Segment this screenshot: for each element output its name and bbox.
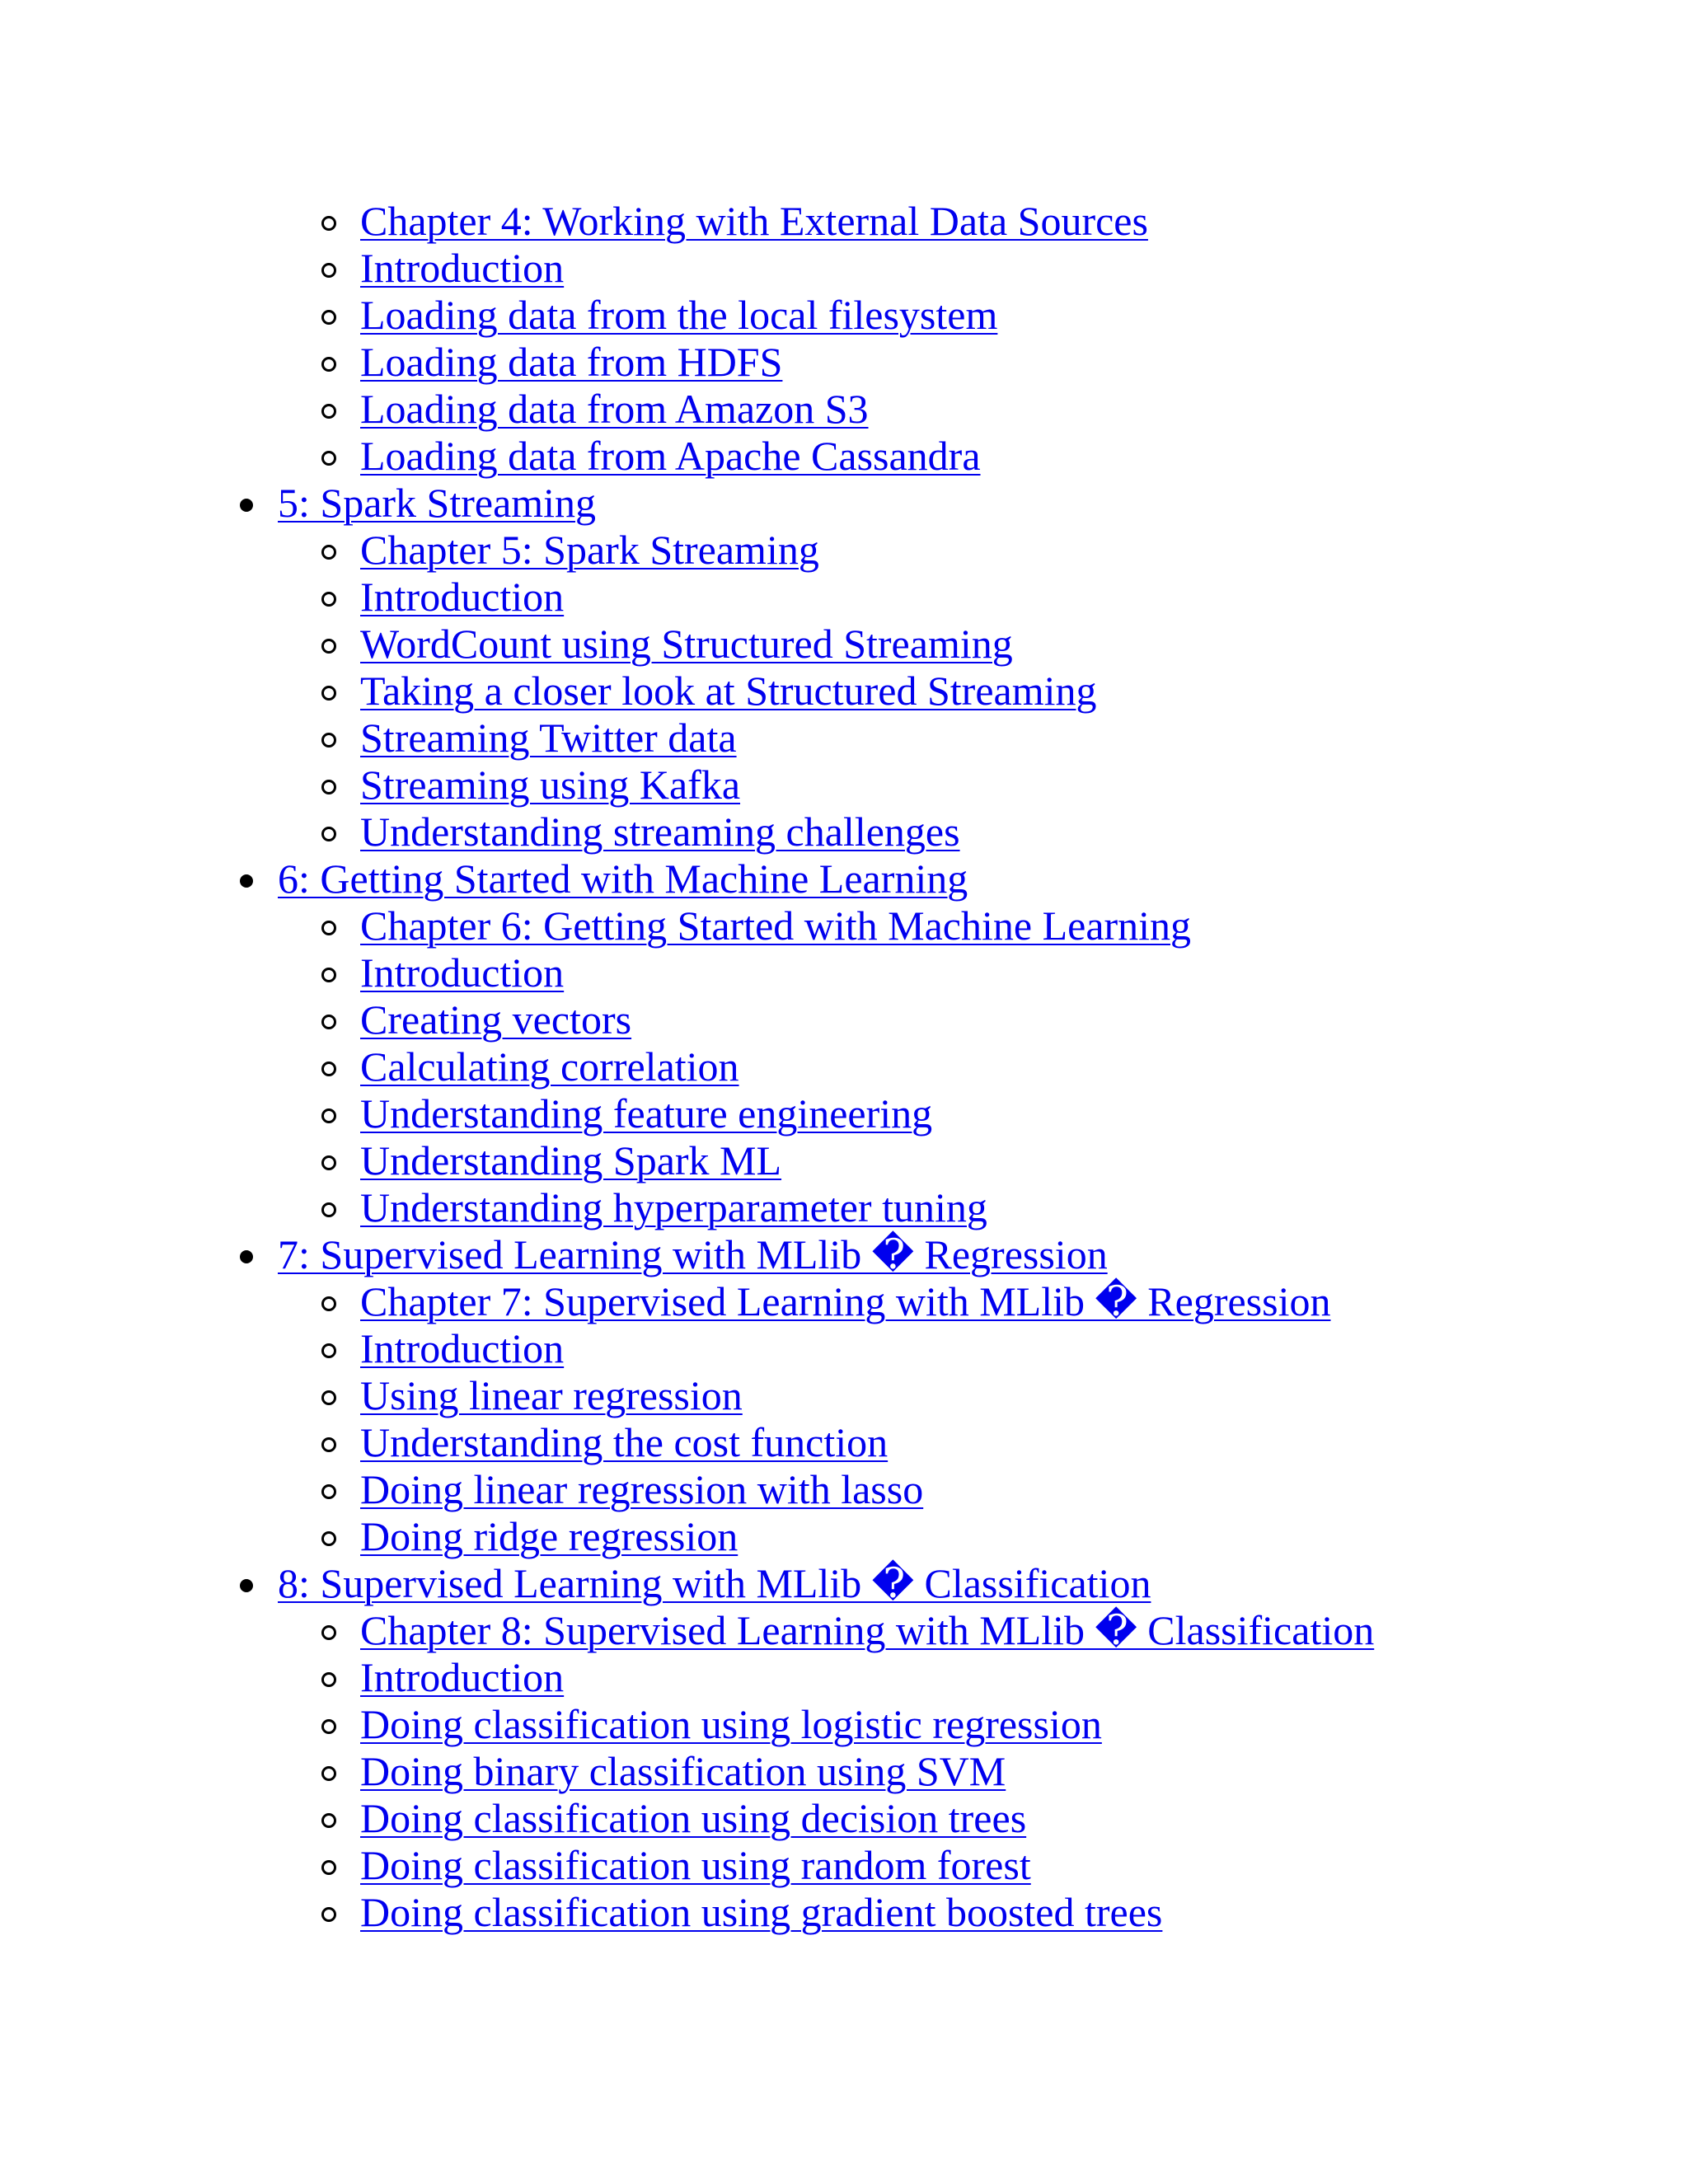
hollow-bullet-icon	[321, 1860, 336, 1875]
toc-section-item	[0, 245, 1688, 292]
toc-chapter-item	[0, 480, 1688, 527]
hollow-bullet-icon	[321, 1766, 336, 1781]
toc-section-item	[0, 762, 1688, 808]
toc-section-item	[0, 1137, 1688, 1184]
toc-section-link[interactable]: Doing classification using gradient boosted trees	[360, 1889, 1163, 1935]
table-of-contents	[0, 198, 1688, 1936]
hollow-bullet-icon	[321, 545, 336, 560]
toc-section-link[interactable]: Understanding streaming challenges	[360, 808, 960, 855]
hollow-bullet-icon	[321, 1015, 336, 1029]
hollow-bullet-icon	[321, 733, 336, 748]
toc-section-item	[0, 715, 1688, 762]
hollow-bullet-icon	[321, 1672, 336, 1687]
toc-section-item	[0, 808, 1688, 855]
hollow-bullet-icon	[321, 1343, 336, 1358]
toc-section-item	[0, 292, 1688, 339]
toc-section-item	[0, 902, 1688, 949]
toc-section-link[interactable]: Using linear regression	[360, 1372, 743, 1418]
hollow-bullet-icon	[321, 827, 336, 841]
toc-section-item	[0, 1607, 1688, 1654]
toc-section-link[interactable]: Streaming Twitter data	[360, 715, 737, 761]
toc-section-item	[0, 1325, 1688, 1372]
hollow-bullet-icon	[321, 1813, 336, 1828]
toc-section-link[interactable]: Understanding Spark ML	[360, 1137, 782, 1183]
toc-section-link[interactable]: Loading data from the local filesystem	[360, 292, 998, 338]
hollow-bullet-icon	[321, 1907, 336, 1922]
toc-section-link[interactable]: Chapter 6: Getting Started with Machine Learning	[360, 902, 1192, 949]
toc-section-link[interactable]: Doing classification using random forest	[360, 1842, 1031, 1888]
toc-chapter-link[interactable]: 5: Spark Streaming	[278, 480, 597, 526]
hollow-bullet-icon	[321, 310, 336, 325]
toc-section-item	[0, 198, 1688, 245]
toc-section-item	[0, 1701, 1688, 1748]
toc-section-link[interactable]: Taking a closer look at Structured Streaming	[360, 668, 1097, 714]
toc-section-link[interactable]: Loading data from Apache Cassandra	[360, 433, 981, 479]
filled-bullet-icon	[240, 499, 253, 512]
hollow-bullet-icon	[321, 921, 336, 935]
hollow-bullet-icon	[321, 780, 336, 794]
hollow-bullet-icon	[321, 1437, 336, 1452]
hollow-bullet-icon	[321, 639, 336, 654]
toc-section-item	[0, 996, 1688, 1043]
hollow-bullet-icon	[321, 1484, 336, 1499]
toc-section-item	[0, 1795, 1688, 1842]
toc-chapter-link[interactable]: 8: Supervised Learning with MLlib � Classification	[278, 1560, 1151, 1606]
toc-section-item	[0, 1513, 1688, 1560]
toc-section-item	[0, 1748, 1688, 1795]
toc-section-link[interactable]: Introduction	[360, 949, 565, 996]
toc-section-link[interactable]: Doing ridge regression	[360, 1513, 738, 1559]
toc-section-link[interactable]: Understanding feature engineering	[360, 1090, 933, 1137]
toc-section-link[interactable]: Calculating correlation	[360, 1043, 739, 1090]
toc-section-link[interactable]: Chapter 5: Spark Streaming	[360, 527, 819, 573]
hollow-bullet-icon	[321, 968, 336, 982]
toc-section-link[interactable]: Chapter 7: Supervised Learning with MLlib � Regression	[360, 1278, 1331, 1324]
toc-section-item	[0, 339, 1688, 386]
hollow-bullet-icon	[321, 1202, 336, 1217]
toc-section-link[interactable]: Introduction	[360, 574, 565, 620]
toc-chapter-link[interactable]: 7: Supervised Learning with MLlib � Regression	[278, 1231, 1108, 1277]
toc-chapter-item	[0, 1560, 1688, 1607]
hollow-bullet-icon	[321, 1155, 336, 1170]
toc-section-item	[0, 1184, 1688, 1231]
toc-section-item	[0, 1419, 1688, 1466]
toc-section-link[interactable]: Understanding hyperparameter tuning	[360, 1184, 987, 1230]
toc-section-item	[0, 621, 1688, 668]
toc-section-item	[0, 949, 1688, 996]
toc-section-item	[0, 1654, 1688, 1701]
hollow-bullet-icon	[321, 451, 336, 466]
toc-section-item	[0, 1043, 1688, 1090]
hollow-bullet-icon	[321, 357, 336, 372]
toc-section-link[interactable]: Doing classification using logistic regression	[360, 1701, 1102, 1747]
filled-bullet-icon	[240, 1579, 253, 1592]
hollow-bullet-icon	[321, 1108, 336, 1123]
toc-section-item	[0, 1372, 1688, 1419]
hollow-bullet-icon	[321, 1390, 336, 1405]
toc-section-link[interactable]: Understanding the cost function	[360, 1419, 889, 1465]
toc-chapter-item	[0, 1231, 1688, 1278]
toc-section-item	[0, 574, 1688, 621]
toc-section-item	[0, 433, 1688, 480]
toc-section-link[interactable]: Creating vectors	[360, 996, 632, 1043]
toc-section-item	[0, 386, 1688, 433]
hollow-bullet-icon	[321, 263, 336, 278]
hollow-bullet-icon	[321, 216, 336, 231]
filled-bullet-icon	[240, 874, 253, 888]
hollow-bullet-icon	[321, 1296, 336, 1311]
toc-section-item	[0, 1842, 1688, 1889]
toc-section-item	[0, 1090, 1688, 1137]
toc-section-link[interactable]: Doing binary classification using SVM	[360, 1748, 1006, 1794]
toc-section-item	[0, 1889, 1688, 1936]
hollow-bullet-icon	[321, 1719, 336, 1734]
hollow-bullet-icon	[321, 1062, 336, 1076]
hollow-bullet-icon	[321, 1531, 336, 1546]
toc-section-link[interactable]: Loading data from HDFS	[360, 339, 783, 385]
toc-section-link[interactable]: Doing classification using decision trees	[360, 1795, 1027, 1841]
toc-section-link[interactable]: WordCount using Structured Streaming	[360, 621, 1013, 667]
filled-bullet-icon	[240, 1250, 253, 1263]
toc-section-link[interactable]: Introduction	[360, 1654, 565, 1700]
toc-section-item	[0, 668, 1688, 715]
toc-section-link[interactable]: Introduction	[360, 1325, 565, 1371]
toc-section-link[interactable]: Loading data from Amazon S3	[360, 386, 869, 432]
hollow-bullet-icon	[321, 592, 336, 607]
toc-section-item	[0, 1278, 1688, 1325]
hollow-bullet-icon	[321, 404, 336, 419]
hollow-bullet-icon	[321, 686, 336, 701]
toc-section-link[interactable]: Introduction	[360, 245, 565, 291]
toc-chapter-item	[0, 855, 1688, 902]
toc-section-link[interactable]: Doing linear regression with lasso	[360, 1466, 924, 1512]
toc-section-link[interactable]: Streaming using Kafka	[360, 762, 741, 808]
toc-section-link[interactable]: Chapter 4: Working with External Data Sources	[360, 198, 1148, 244]
toc-section-item	[0, 1466, 1688, 1513]
toc-chapter-link[interactable]: 6: Getting Started with Machine Learning	[278, 855, 968, 902]
toc-section-item	[0, 527, 1688, 574]
toc-section-link[interactable]: Chapter 8: Supervised Learning with MLlib � Classification	[360, 1607, 1375, 1653]
hollow-bullet-icon	[321, 1625, 336, 1640]
